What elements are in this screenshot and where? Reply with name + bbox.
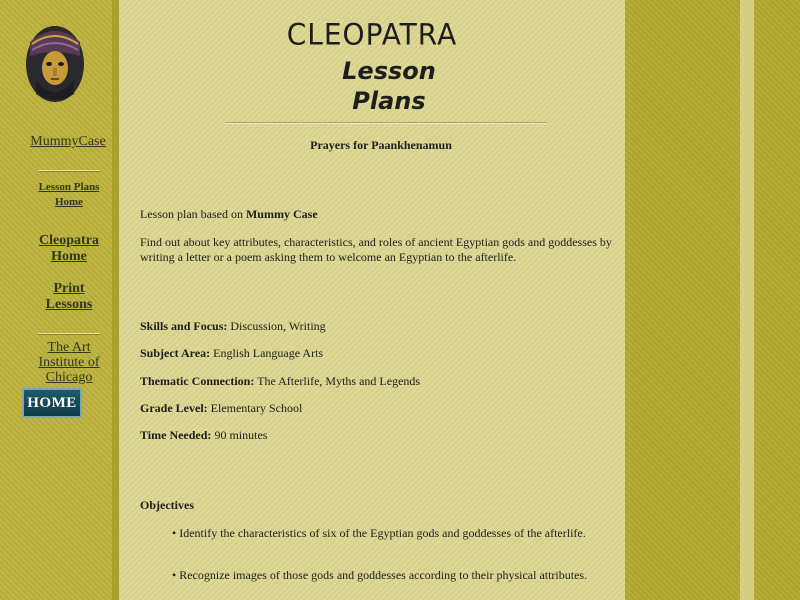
detail-value: 90 minutes <box>211 428 268 442</box>
detail-skills <box>140 319 620 334</box>
home-button[interactable]: HOME <box>22 388 82 418</box>
nav-link-art-institute[interactable]: The Art Institute of Chicago <box>38 340 100 385</box>
detail-subject <box>140 346 620 361</box>
intro-prefix: Lesson plan based on <box>140 207 246 221</box>
objective-item: • Identify the characteristics of six of the Egyptian gods and goddesses of the afterlife. <box>172 526 586 540</box>
intro-description: Find out about key attributes, characteristics, and roles of ancient Egyptian gods and goddesses by writing a letter or a poem asking them to welcome an Egyptian to the afterlife. <box>140 235 612 264</box>
nav-link-mummycase[interactable]: MummyCase <box>30 134 106 149</box>
objectives-heading <box>140 498 620 513</box>
detail-label: Skills and Focus: <box>140 319 228 333</box>
nav-divider <box>38 333 100 335</box>
page-title-line1: Lesson <box>342 57 436 85</box>
intro-line <box>140 207 620 222</box>
detail-value: English Language Arts <box>210 346 324 360</box>
nav-divider <box>38 170 100 172</box>
detail-grade <box>140 401 620 416</box>
detail-value: The Afterlife, Myths and Legends <box>254 374 421 388</box>
nav-link-cleopatra-home[interactable]: Cleopatra Home <box>39 233 99 264</box>
lesson-subtitle: Prayers for Paankhenamun <box>310 138 452 152</box>
right-accent-stripe <box>740 0 754 600</box>
nav-link-print-lessons[interactable]: Print Lessons <box>45 281 93 312</box>
detail-time <box>140 428 620 443</box>
mummy-case-link[interactable]: Mummy Case <box>245 207 318 221</box>
detail-value: Discussion, Writing <box>227 319 326 333</box>
page-title <box>119 56 659 116</box>
detail-thematic <box>140 374 620 389</box>
detail-label: Grade Level: <box>140 401 208 415</box>
detail-label: Time Needed: <box>140 428 212 442</box>
detail-label: Thematic Connection: <box>140 374 255 388</box>
page-title-line2: Plans <box>352 87 426 115</box>
mummy-case-image[interactable] <box>24 22 86 102</box>
title-divider <box>225 122 547 124</box>
detail-label: Subject Area: <box>140 346 211 360</box>
cleopatra-logo: CLEOPATRA <box>286 17 458 52</box>
objective-item: • Recognize images of those gods and goddesses according to their physical attributes. <box>172 568 588 582</box>
objectives-heading-text: Objectives <box>140 498 194 512</box>
detail-value: Elementary School <box>207 401 303 415</box>
nav-link-lesson-plans-home[interactable]: Lesson Plans Home <box>38 181 100 208</box>
